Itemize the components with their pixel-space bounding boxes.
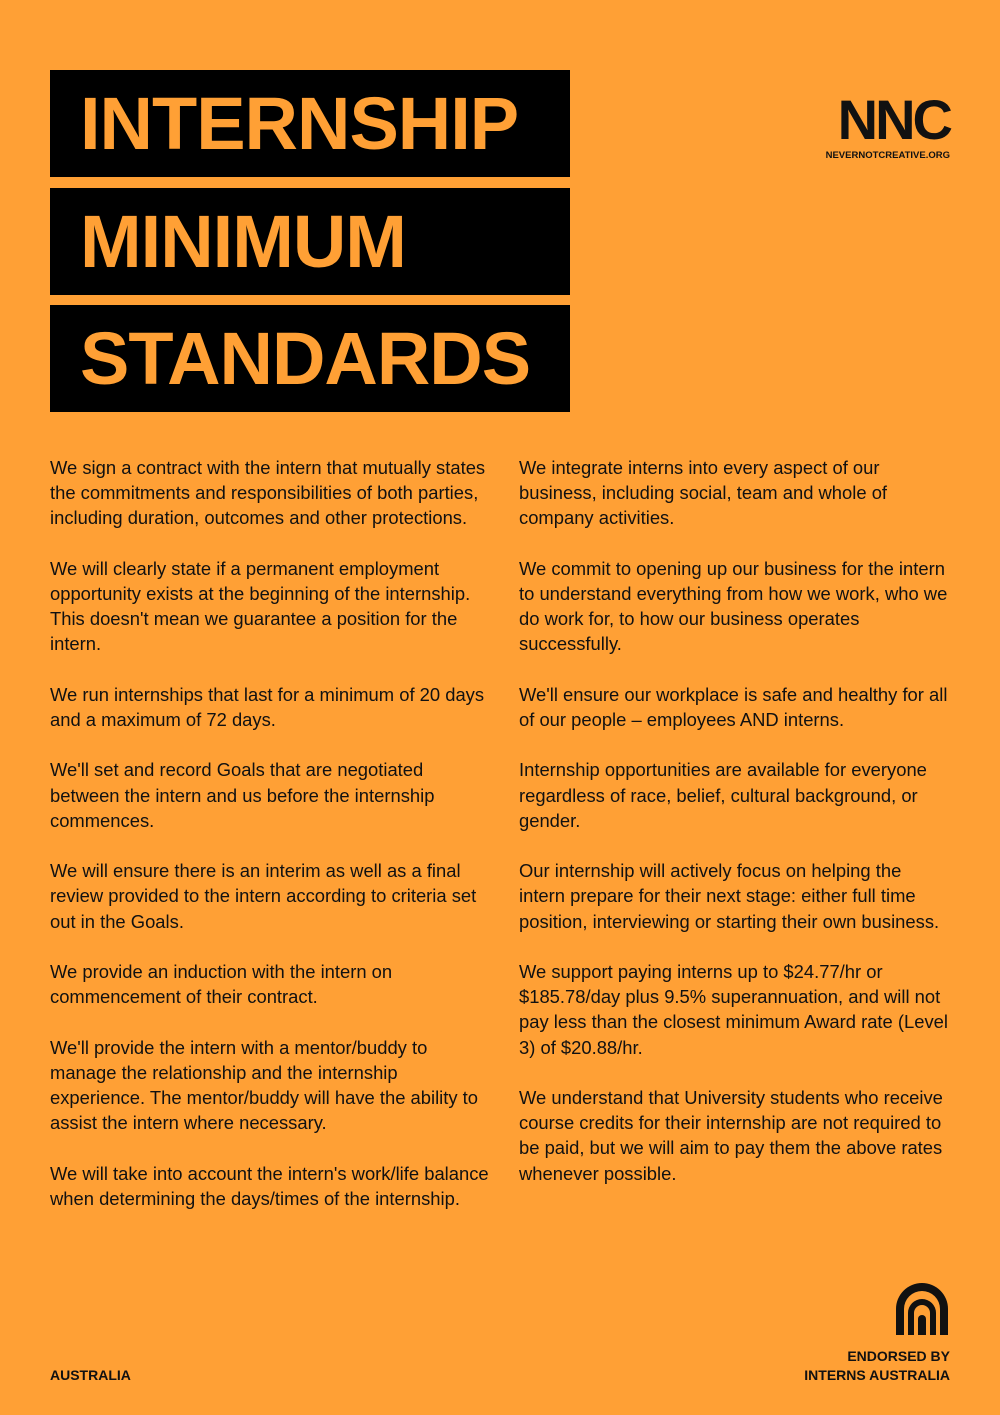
standard-paragraph: We run internships that last for a minimum of 20 days and a maximum of 72 days.	[50, 683, 485, 730]
title-line-1: INTERNSHIP	[80, 81, 519, 165]
footer-country: AUSTRALIA	[50, 1367, 131, 1383]
standard-paragraph: We support paying interns up to $24.77/hr or $185.78/day plus 9.5% superannuation, and will not pay less than the closest minimum Award rate (Level 3) of $20.88/hr.	[519, 960, 948, 1058]
endorsed-by-label: ENDORSED BY	[847, 1348, 950, 1364]
endorsement	[804, 1347, 950, 1385]
standard-paragraph: We integrate interns into every aspect of our business, including social, team and whole of company activities.	[519, 457, 888, 529]
title-line-2-block	[50, 188, 570, 295]
standard-paragraph: We'll ensure our workplace is safe and healthy for all of our people – employees AND interns.	[519, 683, 948, 730]
title-line-3: STANDARDS	[80, 316, 531, 400]
standard-paragraph: Our internship will actively focus on helping the intern prepare for their next stage: either full time position, interviewing or starting their own business.	[519, 860, 940, 932]
endorser-name: INTERNS AUSTRALIA	[804, 1367, 950, 1383]
standard-paragraph: We commit to opening up our business for the intern to understand everything from how we work, who we do work for, to how our business operates successfully.	[519, 557, 948, 655]
standard-paragraph: We provide an induction with the intern on commencement of their contract.	[50, 960, 393, 1008]
nnc-logo-mark: NNC	[837, 88, 950, 151]
standard-paragraph: Internship opportunities are available for everyone regardless of race, belief, cultural background, or gender.	[519, 759, 927, 831]
standard-paragraph: We'll provide the intern with a mentor/buddy to manage the relationship and the internship experience. The mentor/buddy will have the ability to assist the intern where necessary.	[50, 1036, 478, 1134]
standard-paragraph: We will take into account the intern's work/life balance when determining the days/times of the internship.	[50, 1162, 489, 1209]
standard-paragraph: We will clearly state if a permanent employment opportunity exists at the beginning of the internship. This doesn't mean we guarantee a position for the intern.	[50, 557, 471, 655]
standard-paragraph: We will ensure there is an interim as well as a final review provided to the intern according to criteria set out in the Goals.	[50, 860, 477, 932]
left-column	[50, 455, 490, 1236]
title-line-2: MINIMUM	[80, 199, 406, 283]
nnc-logo	[825, 88, 950, 161]
standard-paragraph: We understand that University students who receive course credits for their internship are not required to be paid, but we will aim to pay them the above rates whenever possible.	[519, 1086, 943, 1184]
standard-paragraph: We'll set and record Goals that are negotiated between the intern and us before the internship commences.	[50, 759, 435, 831]
right-column	[519, 455, 951, 1211]
title-line-1-block	[50, 70, 570, 177]
standard-paragraph: We sign a contract with the intern that mutually states the commitments and responsibilities of both parties, including duration, outcomes and other protections.	[50, 457, 486, 529]
interns-australia-logo-icon	[894, 1283, 950, 1335]
nnc-logo-url: NEVERNOTCREATIVE.ORG	[825, 150, 950, 161]
title-line-3-block	[50, 305, 570, 412]
